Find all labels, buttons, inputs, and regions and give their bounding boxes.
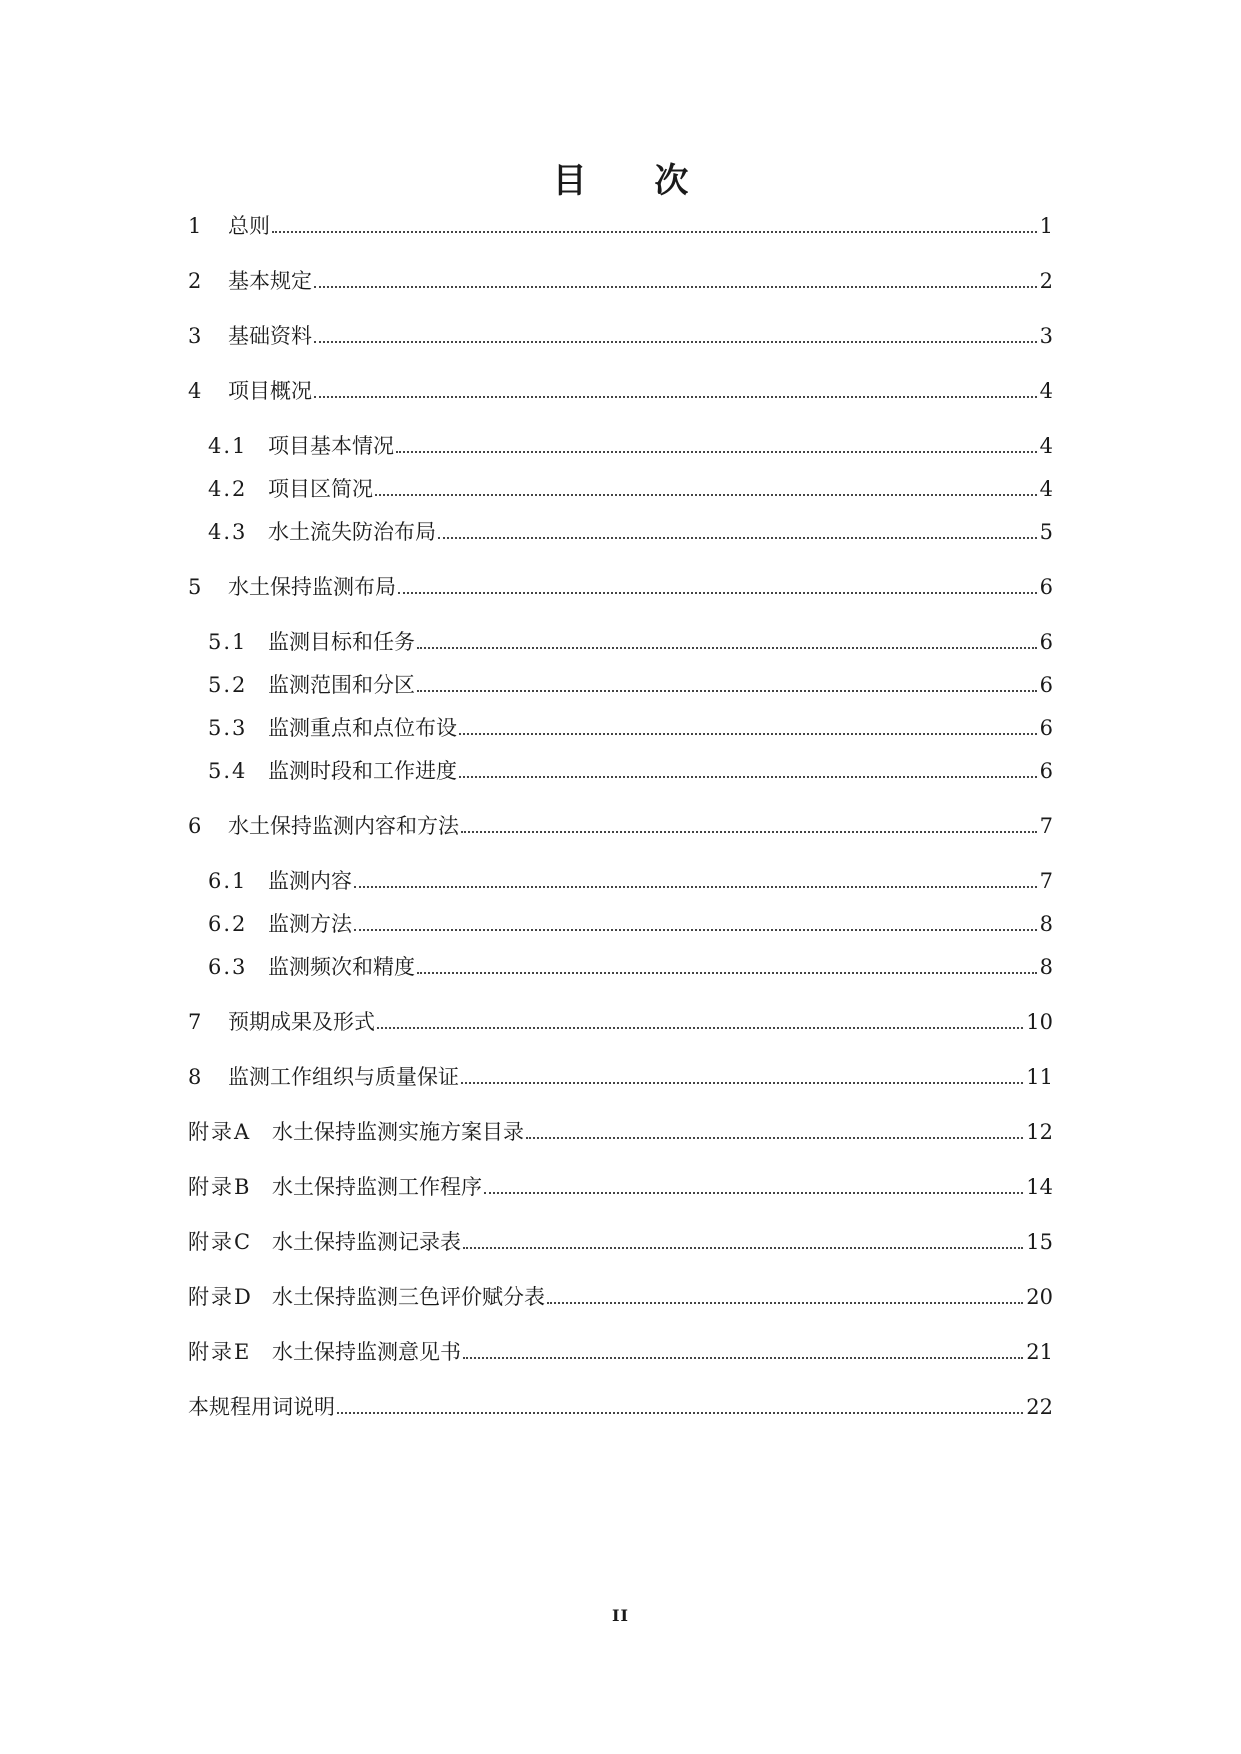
- toc-entry-number: 6.2: [208, 912, 248, 936]
- toc-entry-label: 本规程用词说明: [188, 1395, 335, 1419]
- toc-entry[interactable]: [188, 1003, 1053, 1035]
- dot-leader: [484, 1192, 1023, 1194]
- toc-entry[interactable]: [188, 807, 1053, 839]
- toc-entry-label: 项目区简况: [268, 477, 373, 501]
- toc-entry-number: 4: [188, 379, 204, 403]
- dot-leader: [398, 592, 1037, 594]
- toc-entry-label: 项目基本情况: [268, 434, 394, 458]
- toc-entry[interactable]: [208, 862, 1053, 894]
- toc-entry-label: 水土流失防治布局: [268, 520, 436, 544]
- toc-entry[interactable]: [188, 1333, 1053, 1365]
- toc-entry-page: 6: [1039, 759, 1053, 783]
- toc-entry[interactable]: [208, 513, 1053, 545]
- toc-entry[interactable]: [208, 948, 1053, 980]
- toc-entry-number: 附录B: [188, 1175, 252, 1199]
- toc-entry-label: 监测工作组织与质量保证: [228, 1065, 459, 1089]
- toc-entry-page: 11: [1026, 1065, 1053, 1089]
- toc-entry-label: 总则: [228, 214, 270, 238]
- toc-entry-number: 2: [188, 269, 204, 293]
- toc-entry[interactable]: [208, 427, 1053, 459]
- toc-entry-page: 6: [1039, 575, 1053, 599]
- toc-entry-page: 6: [1039, 630, 1053, 654]
- toc-entry-label: 水土保持监测工作程序: [272, 1175, 482, 1199]
- toc-entry-page: 20: [1026, 1285, 1053, 1309]
- toc-entry[interactable]: [188, 1058, 1053, 1090]
- toc-entry-page: 4: [1039, 477, 1053, 501]
- toc-entry-page: 4: [1039, 434, 1053, 458]
- toc-entry-number: 附录D: [188, 1285, 253, 1309]
- toc-entry-label: 水土保持监测实施方案目录: [272, 1120, 524, 1144]
- dot-leader: [354, 886, 1037, 888]
- dot-leader: [314, 341, 1037, 343]
- dot-leader: [463, 1247, 1023, 1249]
- toc-entry-label: 水土保持监测意见书: [272, 1340, 461, 1364]
- toc-entry-number: 8: [188, 1065, 204, 1089]
- toc-entry-number: 附录C: [188, 1230, 253, 1254]
- toc-entry-page: 12: [1026, 1120, 1053, 1144]
- toc-entry-label: 水土保持监测三色评价赋分表: [272, 1285, 545, 1309]
- dot-leader: [337, 1412, 1023, 1414]
- toc-entry-label: 水土保持监测记录表: [272, 1230, 461, 1254]
- dot-leader: [354, 929, 1037, 931]
- dot-leader: [459, 733, 1037, 735]
- toc-entry-number: 5.4: [208, 759, 248, 783]
- dot-leader: [417, 647, 1037, 649]
- dot-leader: [417, 690, 1037, 692]
- toc-entry-page: 21: [1026, 1340, 1053, 1364]
- toc-entry[interactable]: [208, 709, 1053, 741]
- toc-entry-page: 14: [1026, 1175, 1053, 1199]
- dot-leader: [461, 1082, 1023, 1084]
- toc-entry-page: 8: [1039, 912, 1053, 936]
- toc-entry-number: 6.3: [208, 955, 248, 979]
- toc-entry[interactable]: [188, 317, 1053, 349]
- dot-leader: [377, 1027, 1023, 1029]
- dot-leader: [459, 776, 1037, 778]
- toc-entry-number: 4.3: [208, 520, 248, 544]
- toc-entry-label: 基本规定: [228, 269, 312, 293]
- toc-entry-label: 水土保持监测布局: [228, 575, 396, 599]
- toc-entry-page: 4: [1039, 379, 1053, 403]
- toc-entry-page: 3: [1039, 324, 1053, 348]
- toc-entry-page: 6: [1039, 716, 1053, 740]
- dot-leader: [396, 451, 1037, 453]
- toc-entry[interactable]: [188, 1223, 1053, 1255]
- toc-entry-label: 监测内容: [268, 869, 352, 893]
- toc-entry[interactable]: [188, 207, 1053, 239]
- toc-entry-number: 5.3: [208, 716, 248, 740]
- toc-entry-page: 7: [1039, 869, 1053, 893]
- toc-entry-number: 5.2: [208, 673, 248, 697]
- toc-entry[interactable]: [208, 905, 1053, 937]
- toc-entry-number: 6: [188, 814, 204, 838]
- toc-entry-page: 7: [1039, 814, 1053, 838]
- toc-entry-number: 1: [188, 214, 204, 238]
- toc-entry-page: 15: [1026, 1230, 1053, 1254]
- toc-entry-page: 8: [1039, 955, 1053, 979]
- toc-entry-label: 监测时段和工作进度: [268, 759, 457, 783]
- toc-entry-label: 水土保持监测内容和方法: [228, 814, 459, 838]
- toc-entry[interactable]: [208, 752, 1053, 784]
- toc-entry-label: 监测范围和分区: [268, 673, 415, 697]
- toc-entry-page: 22: [1026, 1395, 1053, 1419]
- toc-entry-label: 监测频次和精度: [268, 955, 415, 979]
- toc-entry-page: 2: [1039, 269, 1053, 293]
- toc-entry[interactable]: [188, 262, 1053, 294]
- toc-entry-label: 监测方法: [268, 912, 352, 936]
- toc-entry-number: 4.1: [208, 434, 248, 458]
- toc-entry-label: 基础资料: [228, 324, 312, 348]
- dot-leader: [375, 494, 1037, 496]
- toc-entry[interactable]: [188, 1113, 1053, 1145]
- toc-entry[interactable]: [188, 1168, 1053, 1200]
- toc-entry-label: 预期成果及形式: [228, 1010, 375, 1034]
- page-number: II: [612, 1606, 629, 1625]
- dot-leader: [272, 231, 1037, 233]
- dot-leader: [463, 1357, 1023, 1359]
- toc-entry-page: 5: [1039, 520, 1053, 544]
- toc-entry-number: 4.2: [208, 477, 248, 501]
- toc-entry-page: 10: [1026, 1010, 1053, 1034]
- toc-entry[interactable]: [208, 623, 1053, 655]
- dot-leader: [461, 831, 1037, 833]
- toc-entry-number: 7: [188, 1010, 204, 1034]
- toc-entry-number: 5.1: [208, 630, 248, 654]
- toc-entry[interactable]: [188, 1388, 1053, 1420]
- toc-entry-label: 监测目标和任务: [268, 630, 415, 654]
- page-title: 目 次: [552, 161, 717, 201]
- dot-leader: [526, 1137, 1023, 1139]
- toc-entry-page: 1: [1039, 214, 1053, 238]
- toc-entry-number: 5: [188, 575, 204, 599]
- toc-entry[interactable]: [188, 568, 1053, 600]
- toc-entry-number: 附录E: [188, 1340, 252, 1364]
- dot-leader: [438, 537, 1037, 539]
- toc-entry[interactable]: [208, 666, 1053, 698]
- toc-entry[interactable]: [188, 372, 1053, 404]
- toc-entry-number: 3: [188, 324, 204, 348]
- dot-leader: [314, 396, 1037, 398]
- toc-entry[interactable]: [188, 1278, 1053, 1310]
- dot-leader: [417, 972, 1037, 974]
- toc-entry-label: 项目概况: [228, 379, 312, 403]
- toc-entry[interactable]: [208, 470, 1053, 502]
- toc-entry-number: 6.1: [208, 869, 248, 893]
- toc-entry-page: 6: [1039, 673, 1053, 697]
- toc-entry-number: 附录A: [188, 1120, 252, 1144]
- dot-leader: [314, 286, 1037, 288]
- toc-entry-label: 监测重点和点位布设: [268, 716, 457, 740]
- dot-leader: [547, 1302, 1023, 1304]
